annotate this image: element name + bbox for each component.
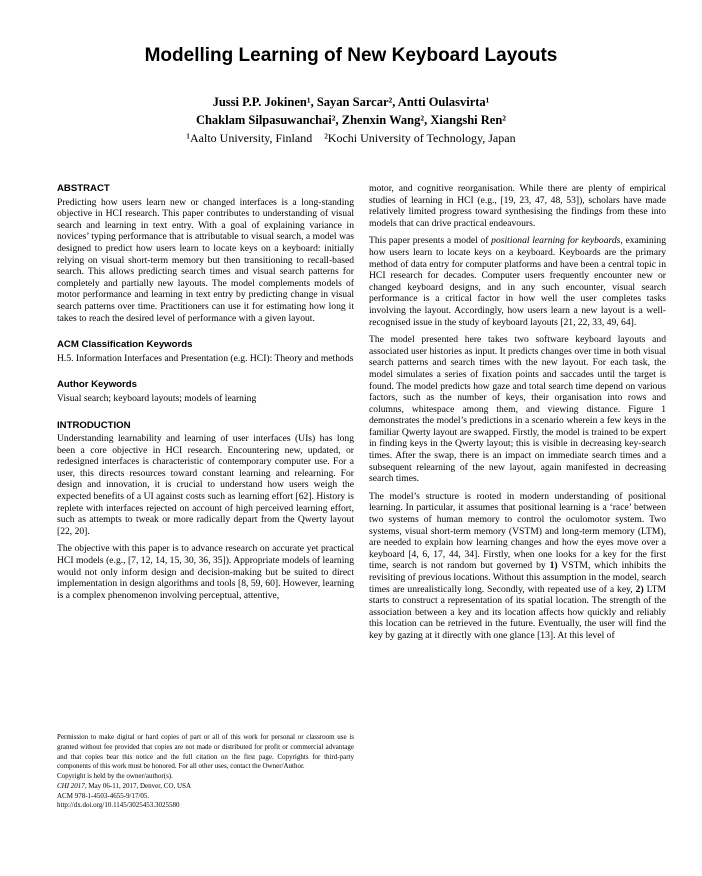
intro-paragraph-5: The model’s structure is rooted in modern understanding of positional learning. In particular, it assumes that positional learning is a ‘race’ between two systems of human memory to control the oculomotor system. Two systems, visual short-term memory (VSTM) and long-term memory (LTM), are needed to explain how learning changes and how the eyes move over a keyboard [4, 6, 17, 44, 34]. Firstly, when one looks for a key for the first time, search is not random but governed by 1) VSTM, which inhibits the revisiting of previous locations. Without this assumption in the model, search times are unrealistically long. Secondly, with repeated use of a key, 2) LTM starts to construct a representation of its spatial location. The strength of the association between a key and its location affects how quickly and reliably this location can be retrieved in the future. Eventually, the user will find the key by gazing at it directly with one glance [13]. At this level of — [369, 490, 666, 641]
affiliations: ¹Aalto University, Finland ²Kochi University of Technology, Japan — [186, 131, 516, 145]
abstract-text: Predicting how users learn new or changed interfaces is a long-standing objective in HCI research. This paper contributes to understanding of visual search and learning in text entry. With a goal of explaining variance in novices’ typing performance that is attributable to visual search, a model was designed to predict how users learn to locate keys on a keyboard: initially relying on visual short-term memory but then transitioning to recall-based search. This allows predicting search times and visual search patterns for completely and partially new layouts. The model complements models of motor performance and learning in text entry by predicting change in visual search patterns over time. Practitioners can use it for estimating how long it takes to reach the desired level of performance with a given layout. — [57, 196, 354, 324]
section-heading-abstract: ABSTRACT — [57, 183, 110, 194]
section-heading-acm-keywords: ACM Classification Keywords — [57, 339, 193, 351]
author-line-1: Jussi P.P. Jokinen¹, Sayan Sarcar², Antti Oulasvirta¹ — [212, 95, 490, 109]
authors-block — [0, 93, 702, 147]
intro-paragraph-2: The objective with this paper is to advance research on accurate yet practical HCI models (e.g., [7, 12, 14, 15, 30, 36, 35]). Appropriate models of learning would not only inform design and decision-making but be suited to direct implementation in design algorithms and tools [8, 59, 60]. However, learning is a complex phenomenon involving perceptual, attentive, — [57, 543, 354, 601]
intro-paragraph-1: Understanding learnability and learning of user interfaces (UIs) has long been a core objective in HCI research. Encountering new, updated, or redesigned interfaces is characteristic of contemporary computer use. For a user, this directs resources toward constant learning and relearning. For design and innovation, it is crucial to understand how users weigh the expected benefits of a UI against costs such as learning effort [62]. History is replete with interfaces rejected on account of high perceived learning effort, such as attempts to tweak or more radically depart from the Qwerty layout [22, 20]. — [57, 433, 354, 537]
copyright-notice — [57, 733, 354, 811]
intro-paragraph-4: The model presented here takes two software keyboard layouts and associated user histories as input. It predicts changes over time in both visual search patterns and search times with the new layout. For each task, the model simulates a series of fixation points and saccades until the target is found. The model predicts how gaze and total search time depend on various factors, such as the number of keys, their organisation into rows and columns, whitespace among them, and viewing distance. Figure 1 demonstrates the model’s predictions in a scenario wherein a few keys in the familiar Qwerty layout are swapped. Firstly, the model is trained to be expert in finding keys in the Qwerty layout; this is visible in decreasing key-search times. After the swap, there is an impact on immediate search times and a subsequent relearning of the new layout, again manifested in decreasing search times. — [369, 334, 666, 485]
permission-text: Permission to make digital or hard copies of part or all of this work for personal or classroom use is granted without fee provided that copies are not made or distributed for profit or commercial advantage and that copies bear this notice and the full citation on the first page. Copyrights for third-party components of this work must be honored. For all other uses, contact the Owner/Author. — [57, 733, 354, 771]
copyright-holder-text: Copyright is held by the owner/author(s). — [57, 772, 173, 781]
isbn-text: ACM 978-1-4503-4655-9/17/05. — [57, 791, 150, 800]
paper-title: Modelling Learning of New Keyboard Layouts — [144, 45, 558, 66]
left-column — [57, 183, 354, 811]
intro-paragraph-3: This paper presents a model of positional learning for keyboards, examining how users learn to locate keys on a keyboard. Keyboards are the primary method of data entry for computer platforms and have been a central topic in HCI research for decades. Computer users frequently encounter new or changed keyboard designs, and in any such encounter, visual search performance is a critical factor in how well the user completes tasks involving the layout. Accordingly, how users learn a new layout is a well-recognised issue in the study of keyboard layouts [21, 22, 33, 49, 64]. — [369, 235, 666, 328]
paper-header — [0, 0, 702, 147]
acm-keywords-text: H.5. Information Interfaces and Presentation (e.g. HCI): Theory and methods — [57, 352, 354, 364]
right-column — [369, 183, 666, 811]
doi-text: http://dx.doi.org/10.1145/3025453.3025580 — [57, 801, 180, 810]
venue-text: CHI 2017, May 06-11, 2017, Denver, CO, USA — [57, 781, 192, 790]
intro-paragraph-2-continued: motor, and cognitive reorganisation. While there are plenty of empirical studies of learning in HCI (e.g., [19, 23, 47, 48, 53]), scholars have made relatively limited progress toward synthesising the findings from these into models that can drive practical endeavours. — [369, 183, 666, 229]
section-heading-introduction: INTRODUCTION — [57, 419, 131, 431]
author-keywords-text: Visual search; keyboard layouts; models of learning — [57, 392, 257, 404]
two-column-body — [57, 183, 666, 811]
author-line-2: Chaklam Silpasuwanchai², Zhenxin Wang², Xiangshi Ren² — [195, 113, 507, 127]
section-heading-author-keywords: Author Keywords — [57, 379, 137, 391]
